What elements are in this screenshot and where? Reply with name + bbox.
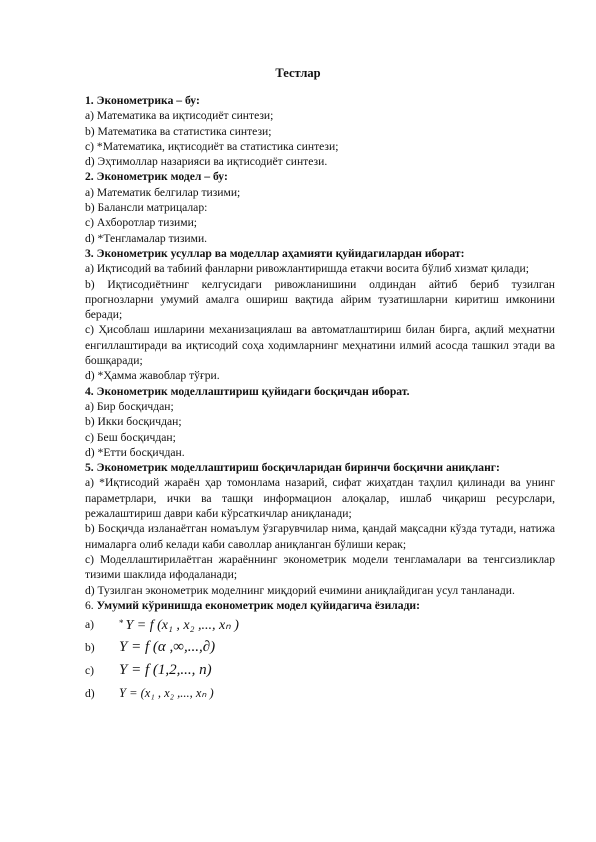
question-5 (85, 460, 555, 475)
option-label: d) (85, 686, 95, 700)
formula-option-a (85, 613, 555, 636)
question-6 (85, 598, 555, 613)
question-number: 3. (85, 246, 94, 260)
option-a: a) Бир босқичдан; (85, 399, 174, 413)
question-number: 1. (85, 94, 94, 107)
question-number: 5. (85, 461, 94, 475)
formula-expression: Y = (x₁ , x₂ ,..., xₙ ) (119, 685, 214, 700)
option-d: d) *Тенгламалар тизими. (85, 231, 208, 245)
question-number: 4. (85, 384, 94, 398)
option-b: b) Балансли матрицалар: (85, 201, 208, 215)
option-b: b) Икки босқичдан; (85, 415, 182, 429)
option-c: c) Моделлаштирилаётган жараённинг эконометрик модели тенгламалари ва тенгсизликлар тизими шаклида ифодаланади; (85, 552, 555, 582)
option-c: c) Ҳисоблаш ишларини механизациялаш ва автоматлаштириш билан бирга, ақлий меҳнатни енгиллаштиради ва иқтисодий соҳа ходимларнинг меҳнатини илмий асосда ташкил этади ва бошқаради; (85, 323, 555, 368)
formula-expression: Y = f (x₁ , x₂ ,..., xₙ ) (125, 617, 239, 633)
question-text: Эконометрик моделлаштириш босқичларидан биринчи босқични аниқланг: (96, 461, 500, 475)
question-4 (85, 384, 555, 399)
option-a: a) Математика ва иқтисодиёт синтези; (85, 109, 274, 123)
correct-mark: * (119, 617, 124, 628)
question-number: 2. (85, 170, 94, 184)
question-number: 6. (85, 598, 94, 612)
formula (119, 616, 239, 633)
option-b: b) Иқтисодиётнинг келгусидаги ривожланишини олдиндан айтиб бериб тузилган прогнозларни умумий амалга ошириш вақтида айрим тузатишларни киритиш имконини беради; (85, 277, 555, 322)
formula-expression: Y = f (1,2,..., n) (119, 661, 212, 678)
formula-option-c (85, 659, 555, 682)
option-a: a) Математик белгилар тизими; (85, 185, 241, 199)
test-content (85, 93, 555, 705)
formula-option-d (85, 682, 555, 705)
option-c: c) Беш босқичдан; (85, 430, 176, 444)
question-text: Эконометрик модел – бу: (96, 170, 228, 184)
question-3 (85, 246, 555, 261)
option-b: b) Математика ва статистика синтези; (85, 124, 272, 138)
option-d: d) *Ҳамма жавоблар тўғри. (85, 369, 220, 383)
question-1 (85, 93, 555, 108)
option-c: c) Ахборотлар тизими; (85, 216, 197, 230)
option-d: d) Тузилган эконометрик моделнинг миқдорий ечимини аниқлайдиган усул танланади. (85, 583, 515, 597)
question-2 (85, 169, 555, 184)
formula-option-b (85, 636, 555, 659)
option-a: a) Иқтисодий ва табиий фанларни ривожлантиришда етакчи восита бўлиб хизмат қилади; (85, 262, 529, 276)
option-d: d) Эҳтимоллар назарияси ва иқтисодиёт синтези. (85, 155, 328, 169)
question-text: Эконометрик моделлаштириш қуйидаги босқичдан иборат. (96, 384, 410, 398)
option-b: b) Босқичда изланаётган номаълум ўзгарувчилар нима, қандай мақсадни кўзда тутади, натижа нималарга олиб келади каби саволлар аниқланган бўлиши керак; (85, 522, 555, 551)
page-title: Тестлар (275, 66, 321, 80)
question-text: Эконометрика – бу: (96, 94, 200, 107)
option-a: a) *Иқтисодий жараён ҳар томонлама назарий, сифат жиҳатдан таҳлил қилинади ва унинг параметрлари, ички ва ташқи информацион алоқалар, ишлаб чиқариш ресурслари, режалаштириш даври каби кўрсаткичлар аниқланади; (85, 476, 555, 521)
option-c: c) *Математика, иқтисодиёт ва статистика синтези; (85, 139, 339, 153)
option-label: c) (85, 663, 95, 677)
formula-expression: Y = f (α ,∞,...,∂) (119, 638, 216, 655)
question-text: Эконометрик усуллар ва моделлар аҳамияти қуйидагилардан иборат: (96, 246, 465, 260)
option-label: b) (85, 640, 95, 654)
question-text: Умумий кўринишда економетрик модел қуйидагича ёзилади: (96, 598, 420, 612)
option-d: d) *Етти босқичдан. (85, 445, 185, 459)
option-label: a) (85, 617, 95, 631)
